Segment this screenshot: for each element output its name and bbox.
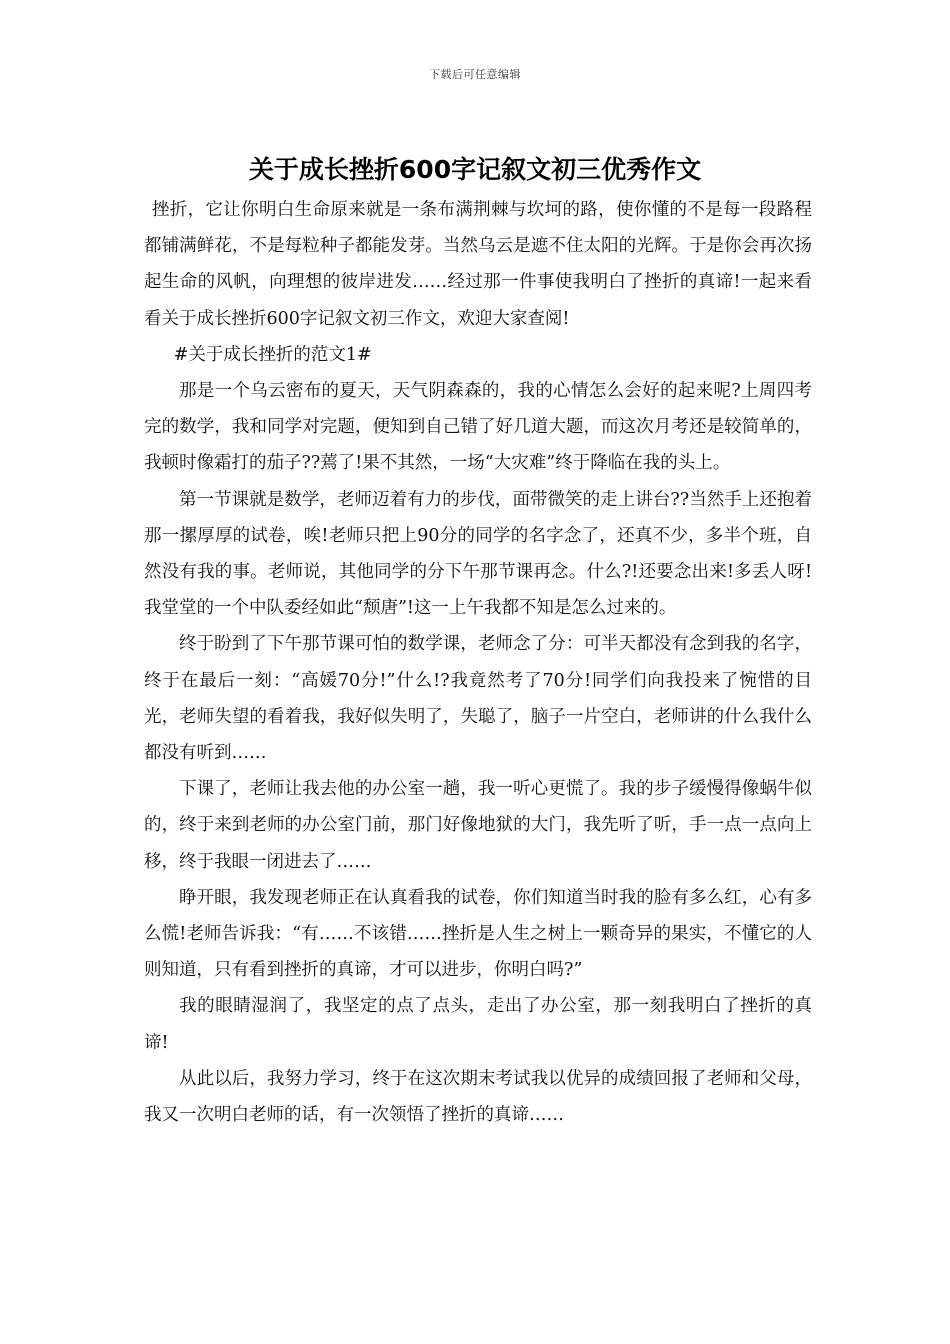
header-note: 下载后可任意编辑 (429, 68, 521, 81)
body-paragraph: 第一节课就是数学，老师迈着有力的步伐，面带微笑的走上讲台??当然手上还抱着那一摞厚厚的试卷，唉!老师只把上90分的同学的名字念了，还真不少，多半个班，自然没有我的事。老师说，其他同学的分下午那节课再念。什么?!还要念出来!多丢人呀!我堂堂的一个中队委经如此“颓唐”!这一上午我都不知是怎么过来的。 (144, 489, 812, 619)
body-paragraph: 那是一个乌云密布的夏天，天气阴森森的，我的心情怎么会好的起来呢?上周四考完的数学，我和同学对完题，便知到自己错了好几道大题，而这次月考还是较简单的，我顿时像霜打的茄子??蔫了!果不其然，一场“大灾难”终于降临在我的头上。 (144, 381, 812, 474)
document-title: 关于成长挫折600字记叙文初三优秀作文 (248, 155, 702, 184)
document-body (144, 192, 812, 1133)
body-paragraph: 从此以后，我努力学习，终于在这次期末考试我以优异的成绩回报了老师和父母，我又一次明白老师的话，有一次领悟了挫折的真谛…… (144, 1068, 812, 1126)
body-paragraph: 睁开眼，我发现老师正在认真看我的试卷，你们知道当时我的脸有多么红，心有多么慌!老师告诉我：“有……不该错……挫折是人生之树上一颗奇异的果实，不懂它的人则知道，只有看到挫折的真谛，才可以进步，你明白吗?” (144, 887, 812, 981)
section-heading: #关于成长挫折的范文1# (173, 344, 372, 365)
intro-paragraph: 挫折，它让你明白生命原来就是一条布满荆棘与坎坷的路，使你懂的不是每一段路程都铺满鲜花，不是每粒种子都能发芽。当然乌云是遮不住太阳的光辉。于是你会再次扬起生命的风帆，向理想的彼岸进发……经过那一件事使我明白了挫折的真谛!一起来看看关于成长挫折600字记叙文初三作文，欢迎大家查阅! (144, 200, 812, 329)
body-paragraph: 下课了，老师让我去他的办公室一趟，我一听心更慌了。我的步子缓慢得像蜗牛似的，终于来到老师的办公室门前，那门好像地狱的大门，我先听了听，手一点一点向上移，终于我眼一闭进去了…… (144, 779, 812, 872)
body-paragraph: 我的眼睛湿润了，我坚定的点了点头，走出了办公室，那一刻我明白了挫折的真谛! (144, 996, 812, 1053)
body-paragraph: 终于盼到了下午那节课可怕的数学课，老师念了分：可半天都没有念到我的名字，终于在最后一刻：“高媛70分!”什么!?我竟然考了70分!同学们向我投来了惋惜的目光，老师失望的看着我，我好似失明了，失聪了，脑子一片空白，老师讲的什么我什么都没有听到…… (144, 634, 812, 764)
